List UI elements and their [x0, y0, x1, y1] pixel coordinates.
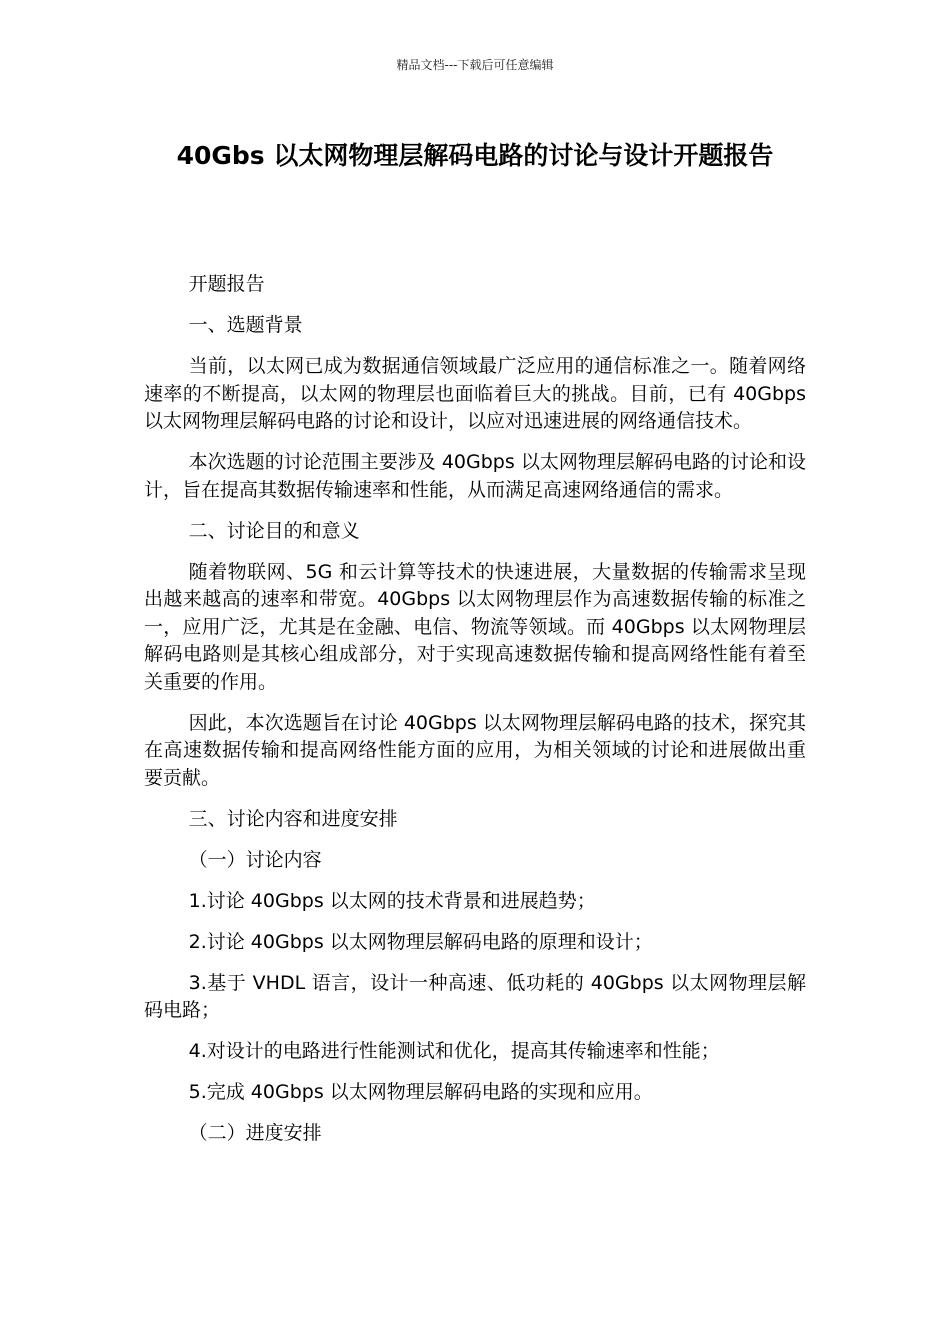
list-item-1: 1.讨论 40Gbps 以太网的技术背景和进展趋势；: [188, 889, 596, 912]
list-item-2: 2.讨论 40Gbps 以太网物理层解码电路的原理和设计；: [188, 930, 653, 953]
paragraph-report-heading: 开题报告: [188, 273, 265, 295]
section-heading-content-schedule: 三、讨论内容和进度安排: [188, 807, 398, 830]
page-header: 精品文档---下载后可任意编辑: [396, 58, 554, 72]
list-item-5: 5.完成 40Gbps 以太网物理层解码电路的实现和应用。: [188, 1081, 653, 1103]
section-heading-purpose: 二、讨论目的和意义: [188, 519, 360, 542]
list-item-4: 4.对设计的电路进行性能测试和优化，提高其传输速率和性能；: [188, 1040, 720, 1062]
paragraph-background-2: 本次选题的讨论范围主要涉及 40Gbps 以太网物理层解码电路的讨论和设计，旨在提高其数据传输速率和性能，从而满足高速网络通信的需求。: [144, 451, 806, 501]
paragraph-background-1: 当前，以太网已成为数据通信领域最广泛应用的通信标准之一。随着网络速率的不断提高，以太网的物理层也面临着巨大的挑战。目前，已有 40Gbps 以太网物理层解码电路的讨论和设计，以应对迅速进展的网络通信技术。: [144, 355, 806, 432]
list-item-3: 3.基于 VHDL 语言，设计一种高速、低功耗的 40Gbps 以太网物理层解码电路；: [144, 971, 806, 1021]
paragraph-purpose-1: 随着物联网、5G 和云计算等技术的快速进展，大量数据的传输需求呈现出越来越高的速率和带宽。40Gbps 以太网物理层作为高速数据传输的标准之一，应用广泛，尤其是在金融、电信、物流等领域。而 40Gbps 以太网物理层解码电路则是其核心组成部分，对于实现高速数据传输和提高网络性能有着至关重要的作用。: [144, 560, 806, 693]
document-body: [144, 271, 806, 1161]
subheading-schedule: （二）进度安排: [188, 1122, 322, 1144]
paragraph-purpose-2: 因此，本次选题旨在讨论 40Gbps 以太网物理层解码电路的技术，探究其在高速数据传输和提高网络性能方面的应用，为相关领域的讨论和进展做出重要贡献。: [144, 711, 806, 789]
subheading-content: （一）讨论内容: [188, 848, 322, 871]
section-heading-background: 一、选题背景: [188, 314, 303, 336]
document-title: 40Gbs 以太网物理层解码电路的讨论与设计开题报告: [176, 141, 774, 170]
